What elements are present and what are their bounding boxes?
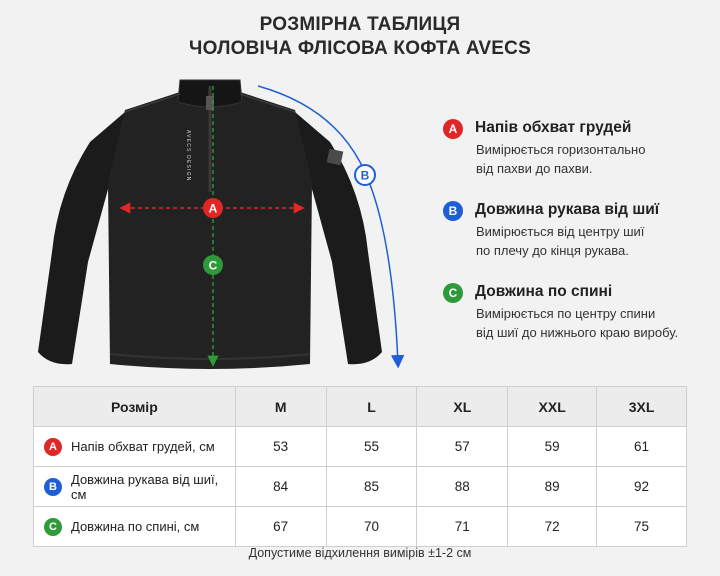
tolerance-note: Допустиме відхилення вимірів ±1-2 см <box>248 546 472 560</box>
badge-b: B <box>443 201 463 221</box>
jacket-illustration <box>30 72 420 382</box>
table-cell: 55 <box>326 427 417 467</box>
legend-title: Довжина по спині <box>475 283 613 300</box>
legend-title: Напів обхват грудей <box>475 119 632 136</box>
legend-title: Довжина рукава від шиї <box>475 201 660 218</box>
size-table <box>33 386 687 547</box>
table-row <box>34 507 687 547</box>
table-cell: 61 <box>597 427 687 467</box>
marker-b <box>355 165 375 185</box>
table-cell: 53 <box>235 427 326 467</box>
header-size-3xl: 3XL <box>597 387 687 427</box>
table-cell: 70 <box>326 507 417 547</box>
badge-b: B <box>44 478 62 496</box>
header-size-xxl: XXL <box>508 387 597 427</box>
marker-a <box>203 198 223 218</box>
svg-text:A: A <box>208 201 218 216</box>
legend-desc: Вимірюється від центру шиї по плечу до кінця рукава. <box>476 224 645 258</box>
table-cell: 57 <box>417 427 508 467</box>
badge-a: A <box>443 119 463 139</box>
table-row <box>34 427 687 467</box>
page-subtitle: ЧОЛОВІЧА ФЛІСОВА КОФТА AVECS <box>189 38 531 59</box>
table-row <box>34 467 687 507</box>
svg-text:B: B <box>360 168 370 183</box>
sleeve-logo-patch <box>327 149 344 166</box>
row-label: A Напів обхват грудей, см <box>34 427 236 467</box>
table-cell: 71 <box>417 507 508 547</box>
table-cell: 89 <box>508 467 597 507</box>
svg-text:C: C <box>208 258 218 273</box>
badge-a: A <box>44 438 62 456</box>
marker-c <box>203 255 223 275</box>
table-cell: 92 <box>597 467 687 507</box>
header-size: Розмір <box>34 387 236 427</box>
table-cell: 72 <box>508 507 597 547</box>
row-label: B Довжина рукава від шиї, см <box>34 467 236 507</box>
table-cell: 75 <box>597 507 687 547</box>
legend-desc: Вимірюється горизонтально від пахви до пахви. <box>476 142 646 176</box>
header-size-m: M <box>235 387 326 427</box>
table-cell: 85 <box>326 467 417 507</box>
page-title: РОЗМІРНА ТАБЛИЦЯ <box>259 14 461 35</box>
table-header-row <box>34 387 687 427</box>
table-cell: 84 <box>235 467 326 507</box>
table-cell: 67 <box>235 507 326 547</box>
table-cell: 88 <box>417 467 508 507</box>
legend-desc: Вимірюється по центру спини від шиї до нижнього краю виробу. <box>476 306 679 340</box>
header-size-l: L <box>326 387 417 427</box>
badge-c: C <box>44 518 62 536</box>
table-cell: 59 <box>508 427 597 467</box>
row-label: C Довжина по спині, см <box>34 507 236 547</box>
header-size-xl: XL <box>417 387 508 427</box>
badge-c: C <box>443 283 463 303</box>
brand-print: AVECS DESIGN <box>185 130 191 182</box>
